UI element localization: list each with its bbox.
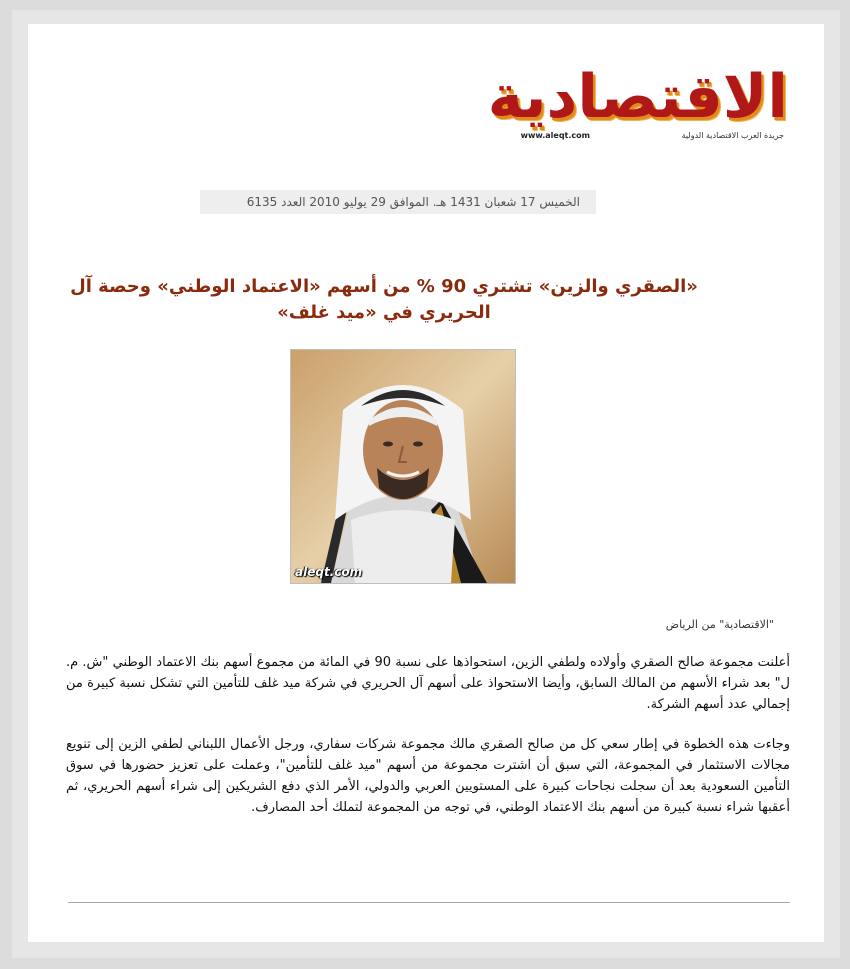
article-byline: "الاقتصادية" من الرياض bbox=[665, 618, 774, 631]
article-body bbox=[66, 652, 790, 837]
article-paragraph: وجاءت هذه الخطوة في إطار سعي كل من صالح الصقري مالك مجموعة شركات سفاري، ورجل الأعمال اللبناني لطفي الزين إلى تنويع مجالات الاستثمار في المجموعة، التي سبق أن اشترت مجموعة من أسهم "ميد غلف للتأمين"، وعملت على تعزيز حضورها في سوق التأمين السعودية بعد أن سجلت نجاحات كبيرة على المستويين العربي والدولي، الأمر الذي دفع الشريكين إلى شراء أسهم الحريري، ثم أعقبها شراء نسبة كبيرة من أسهم بنك الاعتماد الوطني، في توجه من المجموعة لتملك أحد المصارف. bbox=[66, 737, 790, 815]
portrait-illustration bbox=[291, 350, 515, 583]
printable-page bbox=[28, 24, 824, 942]
masthead bbox=[458, 64, 788, 154]
article-photo bbox=[290, 349, 516, 584]
photo-watermark: aleqt.com bbox=[295, 565, 363, 579]
logo-url: www.aleqt.com bbox=[520, 131, 590, 140]
logo-tagline: جريدة العرب الاقتصادية الدولية bbox=[681, 131, 784, 140]
page-background bbox=[12, 10, 840, 958]
article-headline: «الصقري والزين» تشتري 90 % من أسهم «الاعتماد الوطني» وحصة آل الحريري في «ميد غلف» bbox=[70, 276, 698, 323]
footer-divider bbox=[68, 902, 790, 903]
issue-dateline: الخميس 17 شعبان 1431 هـ. الموافق 29 يوليو 2010 العدد 6135 bbox=[200, 190, 596, 214]
article-paragraph: أعلنت مجموعة صالح الصقري وأولاده ولطفي الزين، استحواذها على نسبة 90 في المائة من مجموع أسهم بنك الاعتماد الوطني "ش. م. ل" بعد شراء الأسهم من المالك السابق، وأيضا الاستحواذ على أسهم آل الحريري في شركة ميد غلف للتأمين التي تشكل نسبة كبيرة من إجمالي عدد أسهم الشركة. bbox=[66, 655, 791, 712]
newspaper-logo: الاقتصادية bbox=[487, 62, 788, 132]
